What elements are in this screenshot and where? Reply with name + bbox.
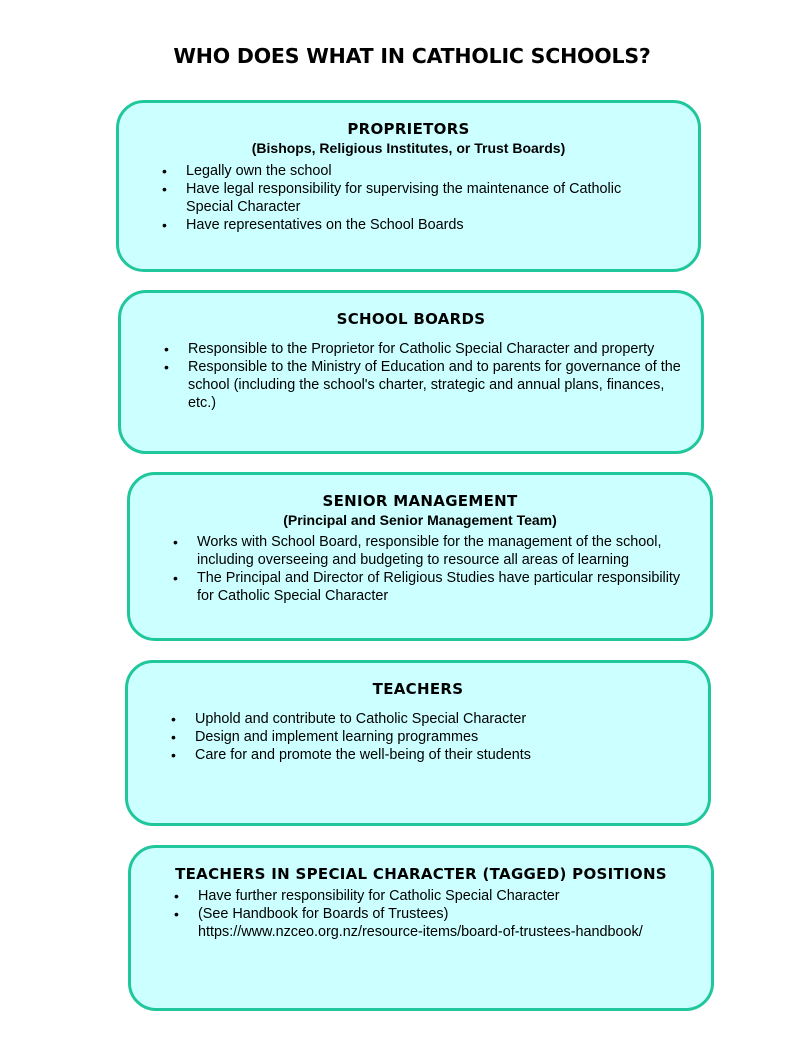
bullet-list (121, 340, 701, 412)
teachers-box (125, 660, 711, 826)
handbook-link[interactable]: https://www.nzceo.org.nz/resource-items/board-of-trustees-handbook/ (198, 924, 643, 940)
box-heading: PROPRIETORS (347, 120, 470, 138)
list-item: • The Principal and Director of Religious Studies have particular responsibility for Catholic Special Character (197, 569, 690, 605)
bullet-list (131, 887, 711, 941)
box-subheading: (Principal and Senior Management Team) (283, 512, 557, 528)
list-item: • Design and implement learning programmes (195, 728, 688, 746)
list-item (198, 905, 701, 941)
list-item: • Have further responsibility for Catholic Special Character (198, 887, 701, 905)
box-subheading: (Bishops, Religious Institutes, or Trust Boards) (251, 140, 566, 156)
bullet-list (128, 710, 708, 764)
list-item: • Care for and promote the well-being of their students (195, 746, 688, 764)
page-title: WHO DOES WHAT IN CATHOLIC SCHOOLS? (173, 44, 651, 68)
list-item: • Responsible to the Ministry of Education and to parents for governance of the school (including the school's charter, strategic and annual plans, finances, etc.) (188, 358, 681, 412)
box-heading: SCHOOL BOARDS (336, 310, 486, 328)
list-item: • Works with School Board, responsible for the management of the school, including overseeing and budgeting to resource all areas of learning (197, 533, 690, 569)
bullet-list (130, 533, 710, 605)
list-item: • Responsible to the Proprietor for Catholic Special Character and property (188, 340, 681, 358)
list-item: • Have representatives on the School Boards (186, 216, 668, 234)
list-item: • Legally own the school (186, 162, 668, 180)
tagged-positions-box (128, 845, 714, 1011)
list-item: • Uphold and contribute to Catholic Special Character (195, 710, 688, 728)
handbook-note: (See Handbook for Boards of Trustees) (198, 906, 449, 922)
box-heading: TEACHERS (372, 680, 464, 698)
senior-management-box (127, 472, 713, 641)
bullet-list (119, 162, 698, 234)
school-boards-box (118, 290, 704, 454)
list-item: • Have legal responsibility for supervising the maintenance of Catholic Special Character (186, 180, 668, 216)
proprietors-box (116, 100, 701, 272)
box-heading: SENIOR MANAGEMENT (322, 492, 518, 510)
box-heading: TEACHERS IN SPECIAL CHARACTER (TAGGED) POSITIONS (175, 865, 667, 883)
